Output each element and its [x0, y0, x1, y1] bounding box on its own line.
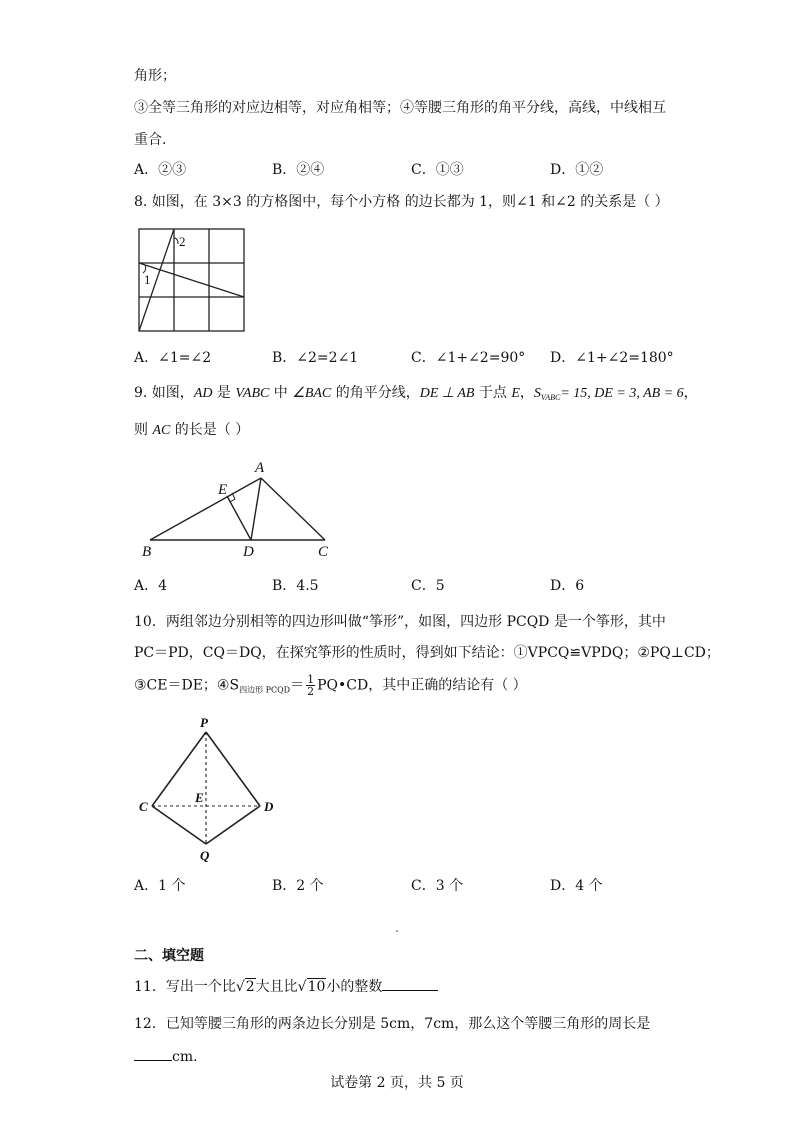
q10-l3-eq: ＝	[290, 677, 305, 694]
q9-ac: AC	[152, 423, 171, 438]
label-c: C	[139, 799, 148, 814]
q8-stem: 8. 如图，在 3×3 的方格图中，每个小方格 的边长都为 1，则∠1 和∠2 的关系是（ ）	[134, 194, 669, 210]
q9-tail: ，	[683, 385, 698, 401]
q7-options	[134, 160, 734, 180]
q9-option-a: A．4	[134, 578, 168, 594]
q9-values: = 15, DE = 3, AB = 6	[560, 386, 684, 401]
q9-is: 是	[212, 385, 236, 401]
sqrt-2-radicand: 2	[245, 979, 255, 995]
segment-ad	[251, 478, 261, 540]
q11-c: 小的整数	[326, 979, 383, 995]
q9-options	[134, 576, 734, 596]
q9-option-d: D．6	[550, 578, 585, 594]
q9-mid: 中	[269, 385, 293, 401]
sqrt-10: √10	[297, 979, 326, 995]
sqrt-2: √2	[235, 979, 255, 995]
side-cq	[152, 806, 206, 844]
q10-fraction	[306, 674, 315, 697]
label-c: C	[318, 544, 329, 560]
q11-answer-blank[interactable]	[382, 976, 438, 991]
q9-line2-post: 的长是（ ）	[170, 422, 250, 438]
q10-stem-line3	[134, 674, 527, 701]
q10-l3-a: ③CE＝DE；④S	[134, 677, 240, 694]
q9-ad: AD	[193, 386, 213, 401]
q11-a: 11．写出一个比	[134, 979, 236, 995]
q9-area-sub: VABC	[540, 393, 561, 402]
q12-answer-blank[interactable]	[134, 1046, 172, 1061]
scan-dot	[396, 930, 398, 932]
q8-grid-figure	[138, 228, 246, 332]
q11-stem	[134, 976, 438, 997]
q8-option-d: D．∠1+∠2=180°	[550, 350, 674, 366]
q10-options	[134, 876, 734, 896]
sqrt-10-radicand: 10	[307, 979, 326, 995]
q11-b: 大且比	[255, 979, 298, 995]
q7-text-line3: 重合.	[134, 132, 167, 148]
section-title-fill-in: 二、填空题	[134, 948, 204, 964]
q10-l3-b: PQ•CD，其中正确的结论有（ ）	[317, 677, 527, 694]
q10-kite-figure	[138, 714, 283, 864]
label-e: E	[195, 790, 204, 805]
segment-de	[227, 496, 251, 540]
q9-point-e: E	[511, 386, 520, 401]
q8-option-c: C．∠1+∠2=90°	[411, 350, 526, 366]
q9-option-b: B．4.5	[272, 578, 319, 594]
q9-angle: ∠BAC	[292, 386, 332, 401]
frac-num: 1	[307, 673, 315, 686]
q10-stem-line1: 10．两组邻边分别相等的四边形叫做“筝形”，如图，四边形 PCQD 是一个筝形，其中	[134, 614, 666, 630]
q9-triangle: VABC	[235, 386, 270, 401]
angle2-label: 2	[179, 234, 186, 249]
q10-stem-line2: PC＝PD，CQ＝DQ，在探究筝形的性质时，得到如下结论：①VPCQ≌VPDQ；②PQ⊥CD；	[134, 645, 720, 661]
q10-option-a: A．1 个	[134, 878, 186, 894]
q10-option-c: C．3 个	[411, 878, 464, 894]
diagonal-shallow	[139, 263, 244, 297]
q7-option-b: B．②④	[272, 162, 325, 178]
q12-unit: cm.	[172, 1049, 198, 1065]
label-a: A	[255, 460, 265, 476]
side-dq	[206, 806, 260, 844]
frac-den: 2	[307, 685, 315, 698]
q8-option-a: A．∠1=∠2	[134, 350, 212, 366]
label-d: D	[243, 544, 254, 560]
q7-option-d: D．①②	[550, 162, 604, 178]
q9-perp: DE ⊥ AB	[419, 386, 475, 401]
label-q: Q	[200, 848, 210, 863]
angle1-label: 1	[144, 272, 151, 287]
side-ab	[150, 478, 261, 540]
q8-options	[134, 348, 734, 368]
page-footer: 试卷第 2 页，共 5 页	[330, 1075, 464, 1091]
q9-bisector: 的角平分线，	[331, 385, 420, 401]
label-d: D	[264, 799, 274, 814]
q10-option-d: D．4 个	[550, 878, 603, 894]
label-e: E	[218, 482, 228, 498]
q7-text-line1: 角形；	[134, 68, 176, 84]
q9-stem-line1	[134, 383, 698, 408]
q9-stem-line2	[134, 420, 249, 441]
side-ac	[261, 478, 325, 540]
label-p: P	[200, 715, 208, 730]
q8-option-b: B．∠2=2∠1	[272, 350, 359, 366]
q12-stem-line2	[134, 1046, 198, 1067]
q9-foot: 于点	[474, 385, 512, 401]
side-pd	[206, 732, 260, 806]
q7-text-line2: ③全等三角形的对应边相等，对应角相等；④等腰三角形的角平分线，高线，中线相互	[134, 100, 666, 116]
q7-option-c: C．①③	[411, 162, 464, 178]
q10-option-b: B．2 个	[272, 878, 324, 894]
q10-l3-sub: 四边形 PCQD	[239, 685, 291, 695]
q9-triangle-figure	[140, 458, 340, 558]
q9-number: 9. 如图，	[134, 385, 194, 401]
q7-option-a: A．②③	[134, 162, 187, 178]
q9-area-s: S	[533, 386, 541, 401]
label-b: B	[142, 544, 152, 560]
q9-comma: ，	[519, 385, 534, 401]
q9-line2-pre: 则	[134, 422, 153, 438]
q12-stem-line1: 12．已知等腰三角形的两条边长分别是 5cm，7cm，那么这个等腰三角形的周长是	[134, 1016, 651, 1032]
q9-option-c: C．5	[411, 578, 445, 594]
